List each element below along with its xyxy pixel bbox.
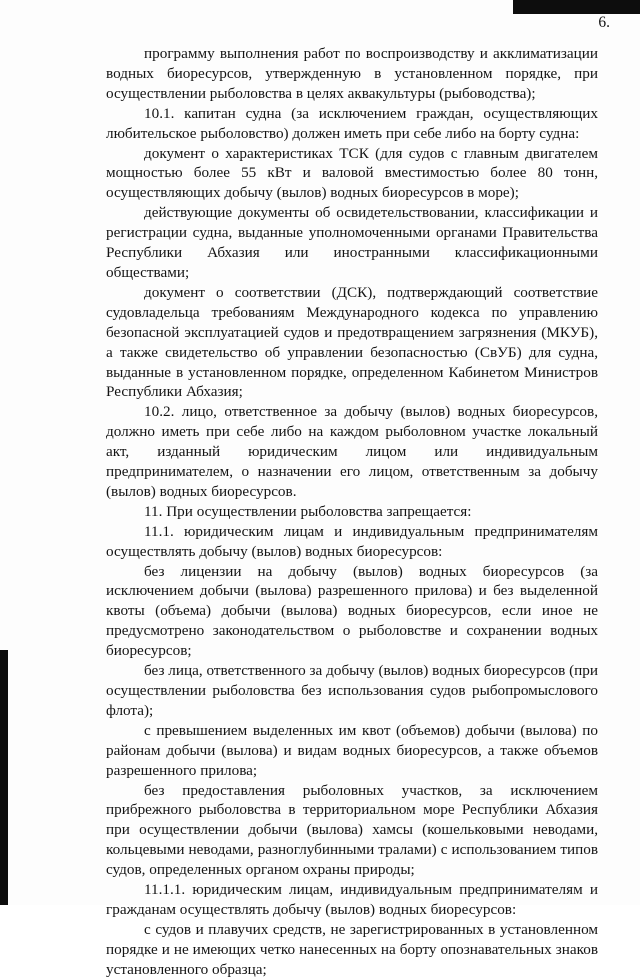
paragraph-10-1: 10.1. капитан судна (за исключением граждан, осуществляющих любительское рыболовство) должен иметь при себе либо на борту судна: xyxy=(106,104,598,142)
scan-redaction-mark-top xyxy=(513,0,640,14)
paragraph-quota-excess: с превышением выделенных им квот (объемов) добычи (вылова) по районам добычи (вылова) и видам водных биоресурсов, а также объемов разрешенного прилова; xyxy=(106,721,598,779)
paragraph-unregistered-vessels: с судов и плавучих средств, не зарегистрированных в установленном порядке и не имеющих четко нанесенных на борту опознавательных знаков установленного образца; xyxy=(106,920,598,978)
paragraph-10-2: 10.2. лицо, ответственное за добычу (вылов) водных биоресурсов, должно иметь при себе либо на каждом рыболовном участке локальный акт, изданный юридическим лицом или индивидуальным предпринимателем, о назначении его лицом, ответственным за добычу (вылов) водных биоресурсов. xyxy=(106,403,598,500)
page-number: 6. xyxy=(598,14,610,31)
scan-edge-mark-left xyxy=(0,650,8,905)
paragraph-without-fishing-plots: без предоставления рыболовных участков, за исключением прибрежного рыболовства в территориальном море Республики Абхазия при осуществлении добычи (вылова) хамсы (кошельковыми неводами, кольцевыми неводами, разноглубинными тралами) с использованием типов судов, определенных органом охраны природы; xyxy=(106,781,598,879)
paragraph-without-responsible-person: без лица, ответственного за добычу (вылов) водных биоресурсов (при осуществлении рыболовства без использования судов рыбопромыслового флота); xyxy=(106,662,598,719)
document-body xyxy=(106,44,598,980)
paragraph-dsk-document: документ о соответствии (ДСК), подтверждающий соответствие судовладельца требованиям Международного кодекса по управлению безопасной эксплуатацией судов и предотвращением загрязнения (МКУБ), а также свидетельство об управлении безопасностью (СвУБ) для судна, выданные в установленном порядке, определенном Кабинетом Министров Республики Абхазия; xyxy=(106,283,598,401)
paragraph-11: 11. При осуществлении рыболовства запрещается: xyxy=(144,502,472,520)
paragraph-11-1: 11.1. юридическим лицам и индивидуальным предпринимателям осуществлять добычу (вылов) водных биоресурсов: xyxy=(106,522,598,560)
paragraph-without-license: без лицензии на добычу (вылов) водных биоресурсов (за исключением добычи (вылова) разрешенного прилова) и без выделенной квоты (объема) добычи (вылова) водных биоресурсов, если иное не предусмотрено законодательством о рыболовстве и сохранении водных биоресурсов; xyxy=(106,562,598,660)
paragraph-aquaculture-program: программу выполнения работ по воспроизводству и акклиматизации водных биоресурсов, утвержденную в установленном порядке, при осуществлении рыболовства в целях аквакультуры (рыбоводства); xyxy=(106,45,598,102)
paragraph-tsk-document: документ о характеристиках ТСК (для судов с главным двигателем мощностью более 55 кВт и валовой вместимостью более 80 тонн, осуществляющих добычу (вылов) водных биоресурсов в море); xyxy=(106,144,598,202)
paragraph-11-1-1: 11.1.1. юридическим лицам, индивидуальным предпринимателям и гражданам осуществлять добычу (вылов) водных биоресурсов: xyxy=(106,881,598,918)
paragraph-registration-documents: действующие документы об освидетельствовании, классификации и регистрации судна, выданные уполномоченными органами Правительства Республики Абхазия или иностранными классификационными обществами; xyxy=(106,204,598,281)
